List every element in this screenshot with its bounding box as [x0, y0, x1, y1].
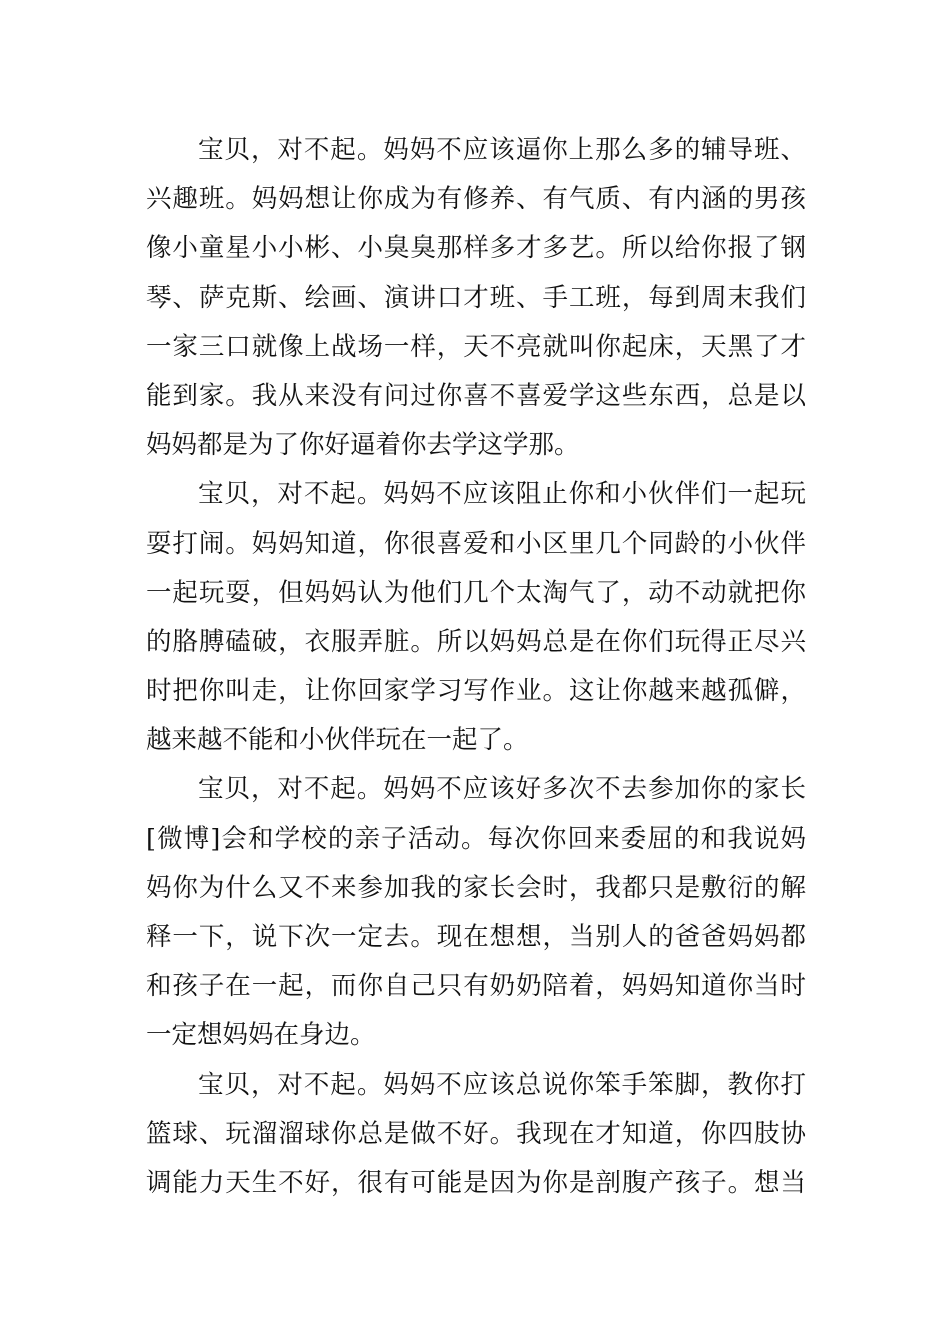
text-line: 宝贝，对不起。妈妈不应该总说你笨手笨脚，教你打: [198, 1069, 806, 1100]
paragraph-3: [146, 765, 806, 1060]
text-line: 兴趣班。妈妈想让你成为有修养、有气质、有内涵的男孩: [146, 184, 806, 215]
text-line: 调能力天生不好，很有可能是因为你是剖腹产孩子。想当: [146, 1167, 806, 1198]
paragraph-4: [146, 1061, 806, 1209]
text-line: 时把你叫走，让你回家学习写作业。这让你越来越孤僻，: [146, 676, 806, 707]
text-line: 释一下，说下次一定去。现在想想，当别人的爸爸妈妈都: [146, 922, 806, 952]
paragraph-2: [146, 470, 806, 765]
text-line: 宝贝，对不起。妈妈不应该逼你上那么多的辅导班、: [198, 135, 806, 165]
text-line: 耍打闹。妈妈知道，你很喜爱和小区里几个同龄的小伙伴: [146, 528, 806, 559]
text-line: 妈你为什么又不来参加我的家长会时，我都只是敷衍的解: [146, 872, 806, 903]
text-line: 和孩子在一起，而你自己只有奶奶陪着，妈妈知道你当时: [146, 971, 806, 1002]
document-body: [146, 126, 806, 1208]
text-line: 篮球、玩溜溜球你总是做不好。我现在才知道，你四肢协: [146, 1118, 806, 1149]
paragraph-1: [146, 126, 806, 470]
text-line: 宝贝，对不起。妈妈不应该好多次不去参加你的家长: [198, 774, 806, 805]
text-line: 越来越不能和小伙伴玩在一起了。: [146, 725, 529, 756]
text-line: 一定想妈妈在身边。: [146, 1020, 376, 1051]
text-line: 一起玩耍，但妈妈认为他们几个太淘气了，动不动就把你: [146, 577, 806, 608]
text-line: [微博]会和学校的亲子活动。每次你回来委屈的和我说妈: [146, 823, 806, 854]
text-line: 的胳膊磕破，衣服弄脏。所以妈妈总是在你们玩得正尽兴: [146, 626, 806, 657]
text-line: 一家三口就像上战场一样，天不亮就叫你起床，天黑了才: [146, 331, 806, 362]
text-line: 能到家。我从来没有问过你喜不喜爱学这些东西，总是以: [146, 380, 806, 411]
text-line: 琴、萨克斯、绘画、演讲口才班、手工班，每到周末我们: [146, 282, 806, 313]
text-line: 妈妈都是为了你好逼着你去学这学那。: [146, 430, 580, 461]
text-line: 宝贝，对不起。妈妈不应该阻止你和小伙伴们一起玩: [198, 479, 806, 510]
text-line: 像小童星小小彬、小臭臭那样多才多艺。所以给你报了钢: [146, 233, 806, 264]
